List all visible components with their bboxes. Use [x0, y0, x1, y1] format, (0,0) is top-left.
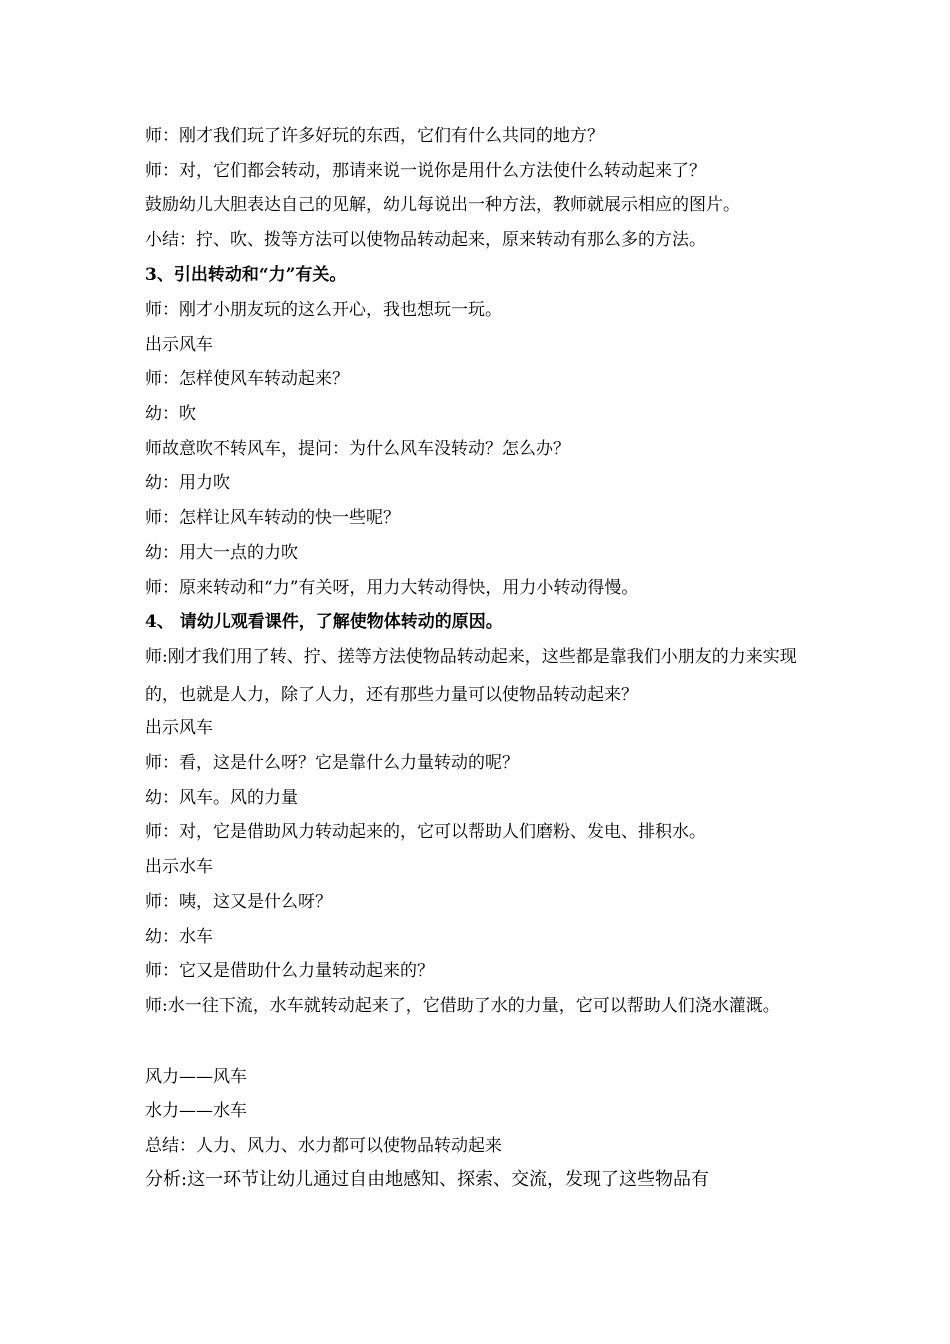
section-heading: 3、引出转动和“力”有关。: [145, 265, 347, 285]
paragraph: 师：咦，这又是什么呀？: [145, 892, 332, 912]
paragraph: 幼：风车。风的力量: [145, 788, 298, 808]
paragraph: 师：它又是借助什么力量转动起来的？: [145, 961, 434, 981]
paragraph: 幼：用大一点的力吹: [145, 543, 298, 563]
paragraph: 师：原来转动和“力”有关呀，用力大转动得快，用力小转动得慢。: [145, 578, 639, 598]
paragraph: 师：对，它们都会转动，那请来说一说你是用什么方法使什么转动起来了？: [145, 161, 706, 181]
paragraph: 出示水车: [145, 857, 213, 877]
paragraph: 师:刚才我们用了转、拧、搓等方法使物品转动起来，这些都是靠我们小朋友的力来实现的，也就是人力，除了人力，还有那些力量可以使物品转动起来？: [145, 647, 797, 705]
paragraph: 出示风车: [145, 335, 213, 355]
paragraph: 师:水一往下流，水车就转动起来了，它借助了水的力量，它可以帮助人们浇水灌溉。: [145, 996, 780, 1016]
paragraph: 水力——水车: [145, 1101, 247, 1121]
section-heading: 4、 请幼儿观看课件，了解使物体转动的原因。: [145, 612, 503, 632]
paragraph: 师：刚才我们玩了许多好玩的东西，它们有什么共同的地方？: [145, 126, 604, 146]
paragraph: 鼓励幼儿大胆表达自己的见解，幼儿每说出一种方法，教师就展示相应的图片。: [145, 195, 740, 215]
paragraph: 总结：人力、风力、水力都可以使物品转动起来: [145, 1136, 502, 1156]
paragraph: 师：怎样让风车转动的快一些呢？: [145, 508, 400, 528]
paragraph: 师：刚才小朋友玩的这么开心，我也想玩一玩。: [145, 300, 502, 320]
analysis-paragraph: 分析:这一环节让幼儿通过自由地感知、探索、交流，发现了这些物品有: [145, 1169, 710, 1190]
paragraph: 师：看，这是什么呀？它是靠什么力量转动的呢？: [145, 753, 519, 773]
paragraph: 师故意吹不转风车，提问：为什么风车没转动？怎么办？: [145, 439, 570, 459]
paragraph: 幼：水车: [145, 927, 213, 947]
paragraph: 出示风车: [145, 718, 213, 738]
paragraph: 小结：拧、吹、拨等方法可以使物品转动起来，原来转动有那么多的方法。: [145, 230, 706, 250]
paragraph: 幼：用力吹: [145, 473, 230, 493]
paragraph: 师：对，它是借助风力转动起来的，它可以帮助人们磨粉、发电、排积水。: [145, 822, 706, 842]
paragraph: 师：怎样使风车转动起来？: [145, 369, 349, 389]
paragraph: 幼：吹: [145, 404, 196, 424]
paragraph: 风力——风车: [145, 1067, 247, 1087]
